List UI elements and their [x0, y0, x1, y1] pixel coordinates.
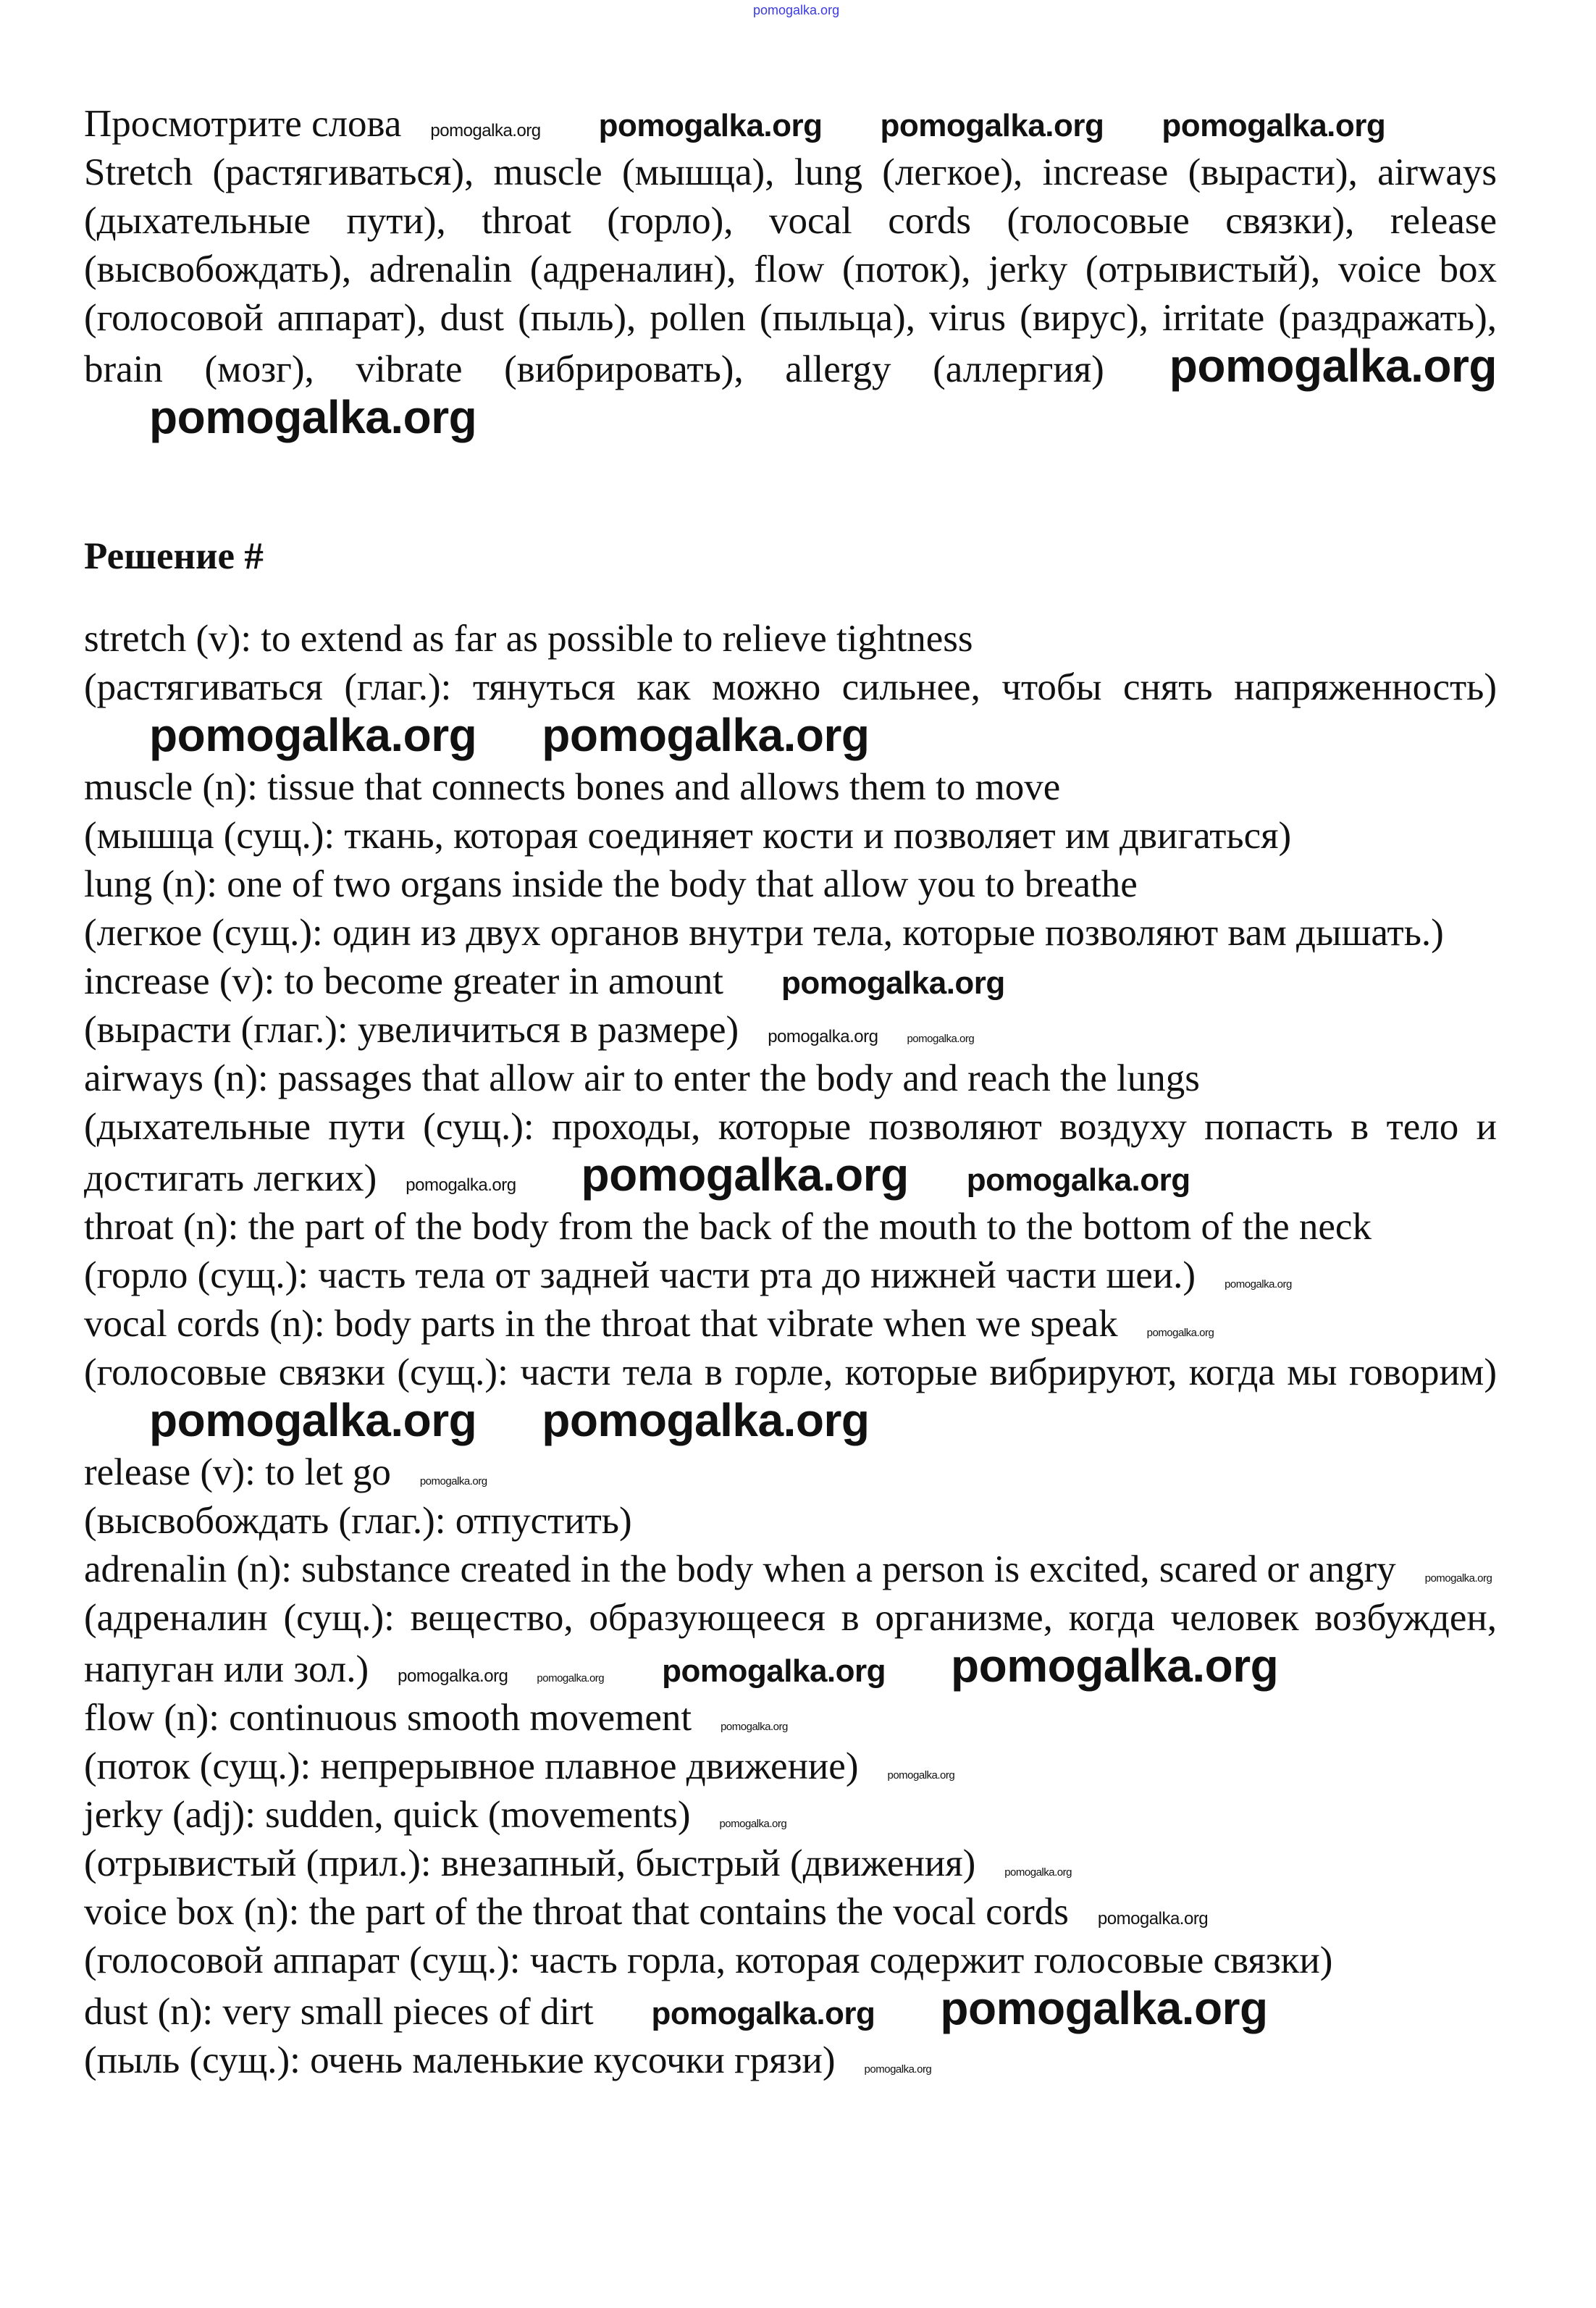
- watermark: pomogalka.org: [887, 1769, 955, 1782]
- definition-english: [84, 1448, 1497, 1497]
- definition-text: (легкое (сущ.): один из двух органов внутри тела, которые позволяют вам дышать.): [84, 912, 1444, 954]
- definition-text: (дыхательные пути (сущ.): проходы, которые позволяют воздуху попасть в тело и достигать легких): [84, 1106, 1497, 1199]
- definition-english: [84, 1300, 1497, 1348]
- intro-word-list-text: Stretch (растягиваться), muscle (мышца), lung (легкое), increase (вырасти), airways (дыхательные пути), throat (горло), vocal cords (голосовые связки), release (высвобождать), adrenalin (адреналин), flow (поток), jerky (отрывистый), voice box (голосовой аппарат), dust (пыль), pollen (пыльца), virus (вирус), irritate (раздражать), brain (мозг), vibrate (вибрировать), allergy (аллергия): [84, 151, 1497, 390]
- definition-russian: [84, 663, 1497, 763]
- definition-text: throat (n): the part of the body from the back of the mouth to the bottom of the neck: [84, 1206, 1372, 1248]
- definition-text: vocal cords (n): body parts in the throat that vibrate when we speak: [84, 1303, 1118, 1345]
- watermark: pomogalka.org: [951, 1640, 1279, 1692]
- watermark: pomogalka.org: [537, 1672, 605, 1684]
- definition-english: [84, 1054, 1497, 1103]
- definition-text: (высвобождать (глаг.): отпустить): [84, 1500, 632, 1542]
- watermark: pomogalka.org: [768, 1027, 878, 1046]
- watermark: pomogalka.org: [662, 1653, 886, 1689]
- definition-english: [84, 1545, 1497, 1594]
- definition-text: adrenalin (n): substance created in the body when a person is excited, scared or angry: [84, 1548, 1396, 1590]
- definition-text: muscle (n): tissue that connects bones and allows them to move: [84, 766, 1061, 808]
- definition-russian: [84, 1006, 1497, 1054]
- definition-text: increase (v): to become greater in amount: [84, 960, 723, 1002]
- definition-russian: [84, 909, 1497, 957]
- watermark: pomogalka.org: [542, 1394, 870, 1446]
- definition-russian: [84, 1251, 1497, 1300]
- watermark: pomogalka.org: [719, 1818, 787, 1830]
- definition-russian: [84, 812, 1497, 860]
- definition-text: (горло (сущ.): часть тела от задней части рта до нижней части шеи.): [84, 1254, 1196, 1296]
- watermark: pomogalka.org: [721, 1721, 788, 1733]
- definition-text: flow (n): continuous smooth movement: [84, 1697, 692, 1739]
- definition-russian: [84, 1348, 1497, 1448]
- definition-list: [84, 615, 1497, 2085]
- watermark: pomogalka.org: [419, 1475, 487, 1487]
- definition-english: [84, 1203, 1497, 1251]
- watermark: pomogalka.org: [149, 709, 477, 761]
- definition-text: (адреналин (сущ.): вещество, образующееся в организме, когда человек возбужден, напуган или зол.): [84, 1597, 1497, 1690]
- definition-text: jerky (adj): sudden, quick (movements): [84, 1794, 691, 1836]
- watermark: pomogalka.org: [598, 108, 823, 143]
- top-watermark: pomogalka.org: [753, 3, 840, 17]
- definition-text: (растягиваться (глаг.): тянуться как можно сильнее, чтобы снять напряженность): [84, 666, 1497, 708]
- watermark: pomogalka.org: [1097, 1909, 1209, 1929]
- watermark: pomogalka.org: [406, 1175, 516, 1195]
- definition-english: [84, 763, 1497, 812]
- definition-text: (мышца (сущ.): ткань, которая соединяет кости и позволяет им двигаться): [84, 815, 1292, 857]
- watermark: pomogalka.org: [880, 108, 1104, 143]
- definition-text: (голосовой аппарат (сущ.): часть горла, которая содержит голосовые связки): [84, 1939, 1333, 1981]
- watermark: pomogalka.org: [1004, 1866, 1072, 1879]
- definition-english: [84, 1791, 1497, 1839]
- watermark: pomogalka.org: [398, 1666, 508, 1686]
- definition-english: [84, 615, 1497, 663]
- definition-text: voice box (n): the part of the throat that contains the vocal cords: [84, 1891, 1069, 1933]
- watermark: pomogalka.org: [542, 709, 870, 761]
- watermark: pomogalka.org: [149, 1394, 477, 1446]
- definition-text: (голосовые связки (сущ.): части тела в горле, которые вибрируют, когда мы говорим): [84, 1351, 1497, 1393]
- definition-english: [84, 1982, 1497, 2036]
- watermark: pomogalka.org: [966, 1162, 1190, 1198]
- document-body: [84, 100, 1497, 2085]
- watermark: pomogalka.org: [1225, 1278, 1292, 1291]
- definition-russian: [84, 1742, 1497, 1791]
- definition-text: airways (n): passages that allow air to enter the body and reach the lungs: [84, 1057, 1200, 1099]
- intro-title: [84, 100, 1497, 148]
- watermark: pomogalka.org: [781, 965, 1005, 1001]
- definition-russian: [84, 1594, 1497, 1694]
- definition-english: [84, 1888, 1497, 1936]
- watermark: pomogalka.org: [581, 1149, 909, 1201]
- watermark: pomogalka.org: [1162, 108, 1386, 143]
- watermark: pomogalka.org: [430, 121, 541, 140]
- definition-text: (пыль (сущ.): очень маленькие кусочки грязи): [84, 2039, 836, 2081]
- definition-english: [84, 957, 1497, 1006]
- watermark: pomogalka.org: [940, 1982, 1268, 2034]
- definition-text: dust (n): very small pieces of dirt: [84, 1991, 594, 2033]
- definition-text: stretch (v): to extend as far as possible to relieve tightness: [84, 618, 973, 660]
- definition-text: (поток (сущ.): непрерывное плавное движение): [84, 1745, 859, 1787]
- definition-english: [84, 1694, 1497, 1742]
- watermark: pomogalka.org: [1169, 340, 1497, 392]
- definition-text: (вырасти (глаг.): увеличиться в размере): [84, 1009, 739, 1051]
- definition-russian: [84, 1936, 1497, 1985]
- watermark: pomogalka.org: [1146, 1327, 1214, 1339]
- watermark: pomogalka.org: [864, 2063, 932, 2076]
- intro-word-list: [84, 148, 1497, 445]
- watermark: pomogalka.org: [907, 1033, 975, 1045]
- definition-text: (отрывистый (прил.): внезапный, быстрый (движения): [84, 1842, 976, 1884]
- definition-russian: [84, 1497, 1497, 1545]
- watermark: pomogalka.org: [149, 391, 477, 443]
- solution-heading: Решение #: [84, 535, 264, 577]
- definition-russian: [84, 1103, 1497, 1203]
- definition-russian: [84, 1839, 1497, 1888]
- watermark: pomogalka.org: [1424, 1572, 1492, 1585]
- definition-english: [84, 860, 1497, 909]
- definition-text: lung (n): one of two organs inside the body that allow you to breathe: [84, 863, 1138, 905]
- watermark: pomogalka.org: [651, 1996, 875, 2031]
- definition-russian: [84, 2036, 1497, 2085]
- definition-text: release (v): to let go: [84, 1451, 391, 1493]
- intro-title-text: Просмотрите слова: [84, 103, 402, 145]
